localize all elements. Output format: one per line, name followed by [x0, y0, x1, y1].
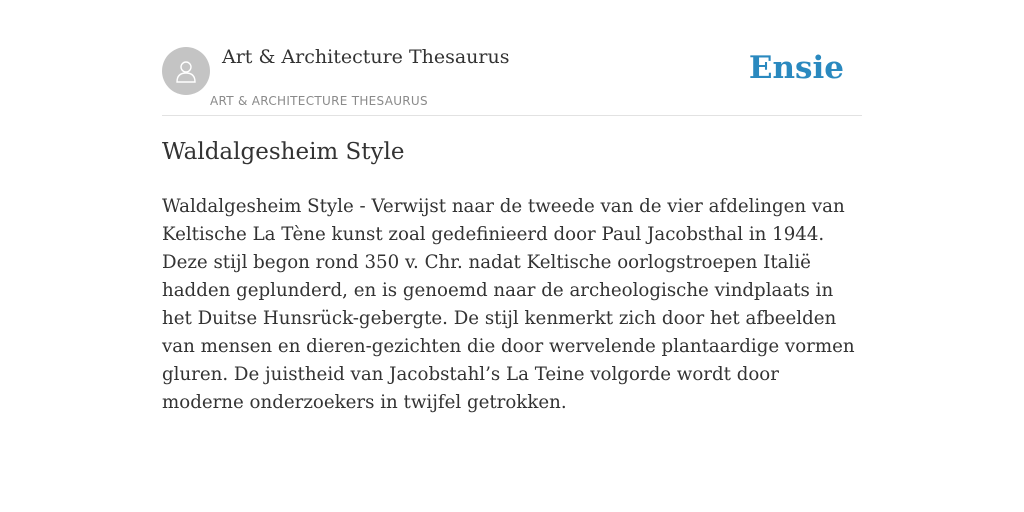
source-subtitle[interactable]: ART & ARCHITECTURE THESAURUS: [210, 94, 428, 108]
entry-title: Waldalgesheim Style: [162, 139, 405, 165]
user-icon: [173, 58, 199, 84]
page-container: [162, 0, 862, 413]
entry-body: Waldalgesheim Style - Verwijst naar de tweede van de vier afdelingen van Keltische La Tène kunst zoal gedefinieerd door Paul Jacobsthal in 1944. Deze stijl begon rond 350 v. Chr. nadat Keltische oorlogstroepen Italië hadden geplunderd, en is genoemd naar de archeologische vindplaats in het Duitse Hunsrück-gebergte. De stijl kenmerkt zich door het afbeelden van mensen en dieren-gezichten die door wervelende plantaardige vormen gluren. De juistheid van Jacobstahl’s La Teine volgorde wordt door moderne onderzoekers in twijfel getrokken.: [162, 196, 855, 413]
source-header: [162, 0, 862, 116]
brand-logo[interactable]: Ensie: [748, 50, 844, 86]
source-title[interactable]: Art & Architecture Thesaurus: [222, 46, 510, 68]
avatar[interactable]: [162, 47, 210, 95]
